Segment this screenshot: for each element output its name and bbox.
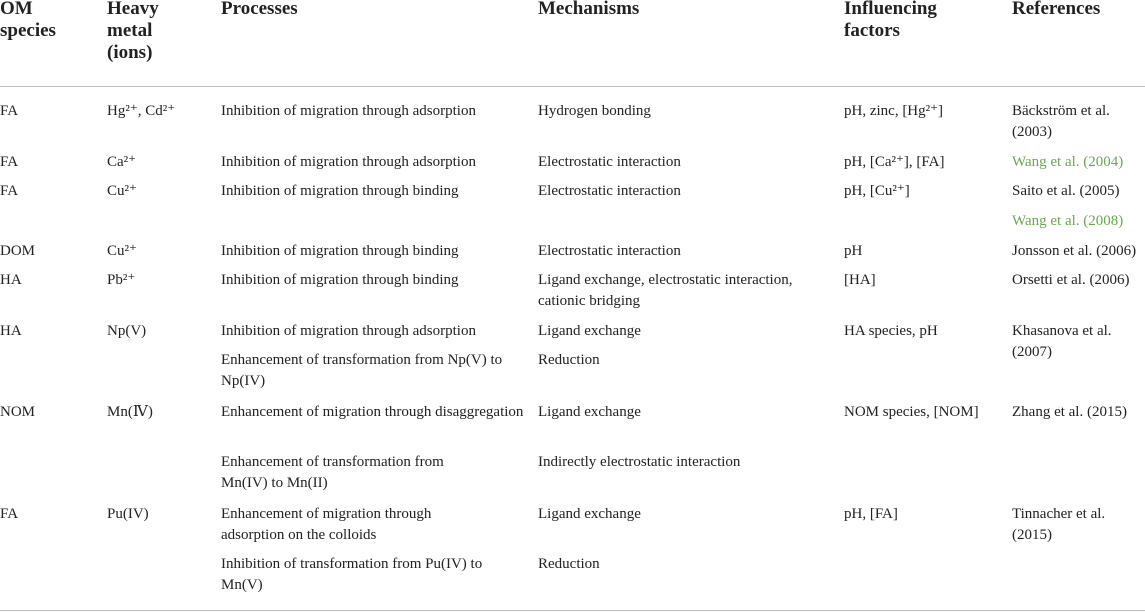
cell-heavy-metal: Pu(IV) [107, 506, 149, 522]
cell-reference: Khasanova et al. (2007) [1012, 323, 1112, 360]
cell-factors: NOM species, [NOM] [844, 404, 979, 420]
cell-process: Inhibition of transformation from Pu(IV) to Mn(V) [221, 556, 483, 593]
cell-heavy-metal: Ca²⁺ [107, 154, 137, 170]
cell-process: Inhibition of migration through adsorption [221, 154, 476, 170]
cell-heavy-metal: Hg²⁺, Cd²⁺ [107, 103, 176, 119]
cell-om-species: FA [0, 154, 19, 170]
cell-mechanism: Ligand exchange [538, 323, 641, 339]
cell-heavy-metal: Np(V) [107, 323, 147, 339]
cell-mechanism: Reduction [538, 556, 600, 572]
cell-heavy-metal: Mn(Ⅳ) [107, 404, 153, 420]
cell-om-species: HA [0, 323, 22, 339]
cell-om-species: HA [0, 272, 22, 288]
cell-mechanism: Hydrogen bonding [538, 103, 651, 119]
cell-om-species: NOM [0, 404, 36, 420]
cell-process: Inhibition of migration through adsorption [221, 103, 476, 119]
cell-process: Inhibition of migration through binding [221, 243, 459, 259]
cell-mechanism: Electrostatic interaction [538, 183, 681, 199]
cell-factors: pH [844, 243, 863, 259]
header-influencing-factors: Influencing factors [844, 0, 937, 41]
table-bottom-rule [0, 610, 1145, 611]
cell-process: Enhancement of migration through disaggregation [221, 404, 524, 420]
reference-link[interactable]: Wang et al. (2004) [1012, 154, 1124, 170]
cell-process: Enhancement of transformation from Np(V) to Np(IV) [221, 352, 503, 389]
cell-om-species: FA [0, 506, 19, 522]
cell-factors: HA species, pH [844, 323, 938, 339]
cell-factors: pH, [FA] [844, 506, 898, 522]
cell-factors: [HA] [844, 272, 876, 288]
cell-mechanism: Indirectly electrostatic interaction [538, 454, 741, 470]
header-om-species: OM species [0, 0, 56, 41]
cell-process: Inhibition of migration through binding [221, 183, 459, 199]
table-header [0, 0, 1145, 87]
cell-process: Inhibition of migration through binding [221, 272, 459, 288]
cell-factors: pH, zinc, [Hg²⁺] [844, 103, 944, 119]
cell-om-species: FA [0, 103, 19, 119]
cell-reference: Jonsson et al. (2006) [1012, 243, 1137, 259]
cell-reference: Tinnacher et al. (2015) [1012, 506, 1106, 543]
cell-process: Enhancement of migration through adsorption on the colloids [221, 506, 432, 543]
cell-heavy-metal: Cu²⁺ [107, 183, 137, 199]
cell-reference: Bäckström et al. (2003) [1012, 103, 1110, 140]
header-references: References [1012, 0, 1101, 19]
cell-om-species: DOM [0, 243, 36, 259]
header-heavy-metal: Heavy metal (ions) [107, 0, 159, 63]
cell-factors: pH, [Cu²⁺] [844, 183, 910, 199]
cell-mechanism: Ligand exchange [538, 506, 641, 522]
cell-reference: Orsetti et al. (2006) [1012, 272, 1130, 288]
cell-mechanism: Ligand exchange, electrostatic interaction, cationic bridging [538, 272, 793, 309]
reference-link[interactable]: Wang et al. (2008) [1012, 213, 1124, 229]
cell-process: Inhibition of migration through adsorption [221, 323, 476, 339]
cell-factors: pH, [Ca²⁺], [FA] [844, 154, 945, 170]
cell-heavy-metal: Pb²⁺ [107, 272, 136, 288]
cell-heavy-metal: Cu²⁺ [107, 243, 137, 259]
header-mechanisms: Mechanisms [538, 0, 640, 19]
cell-process: Enhancement of transformation from Mn(IV) to Mn(II) [221, 454, 444, 491]
cell-mechanism: Electrostatic interaction [538, 154, 681, 170]
cell-mechanism: Reduction [538, 352, 600, 368]
cell-reference: Zhang et al. (2015) [1012, 404, 1127, 420]
cell-mechanism: Ligand exchange [538, 404, 641, 420]
cell-mechanism: Electrostatic interaction [538, 243, 681, 259]
cell-om-species: FA [0, 183, 19, 199]
header-processes: Processes [221, 0, 298, 19]
cell-reference: Saito et al. (2005) [1012, 183, 1120, 199]
